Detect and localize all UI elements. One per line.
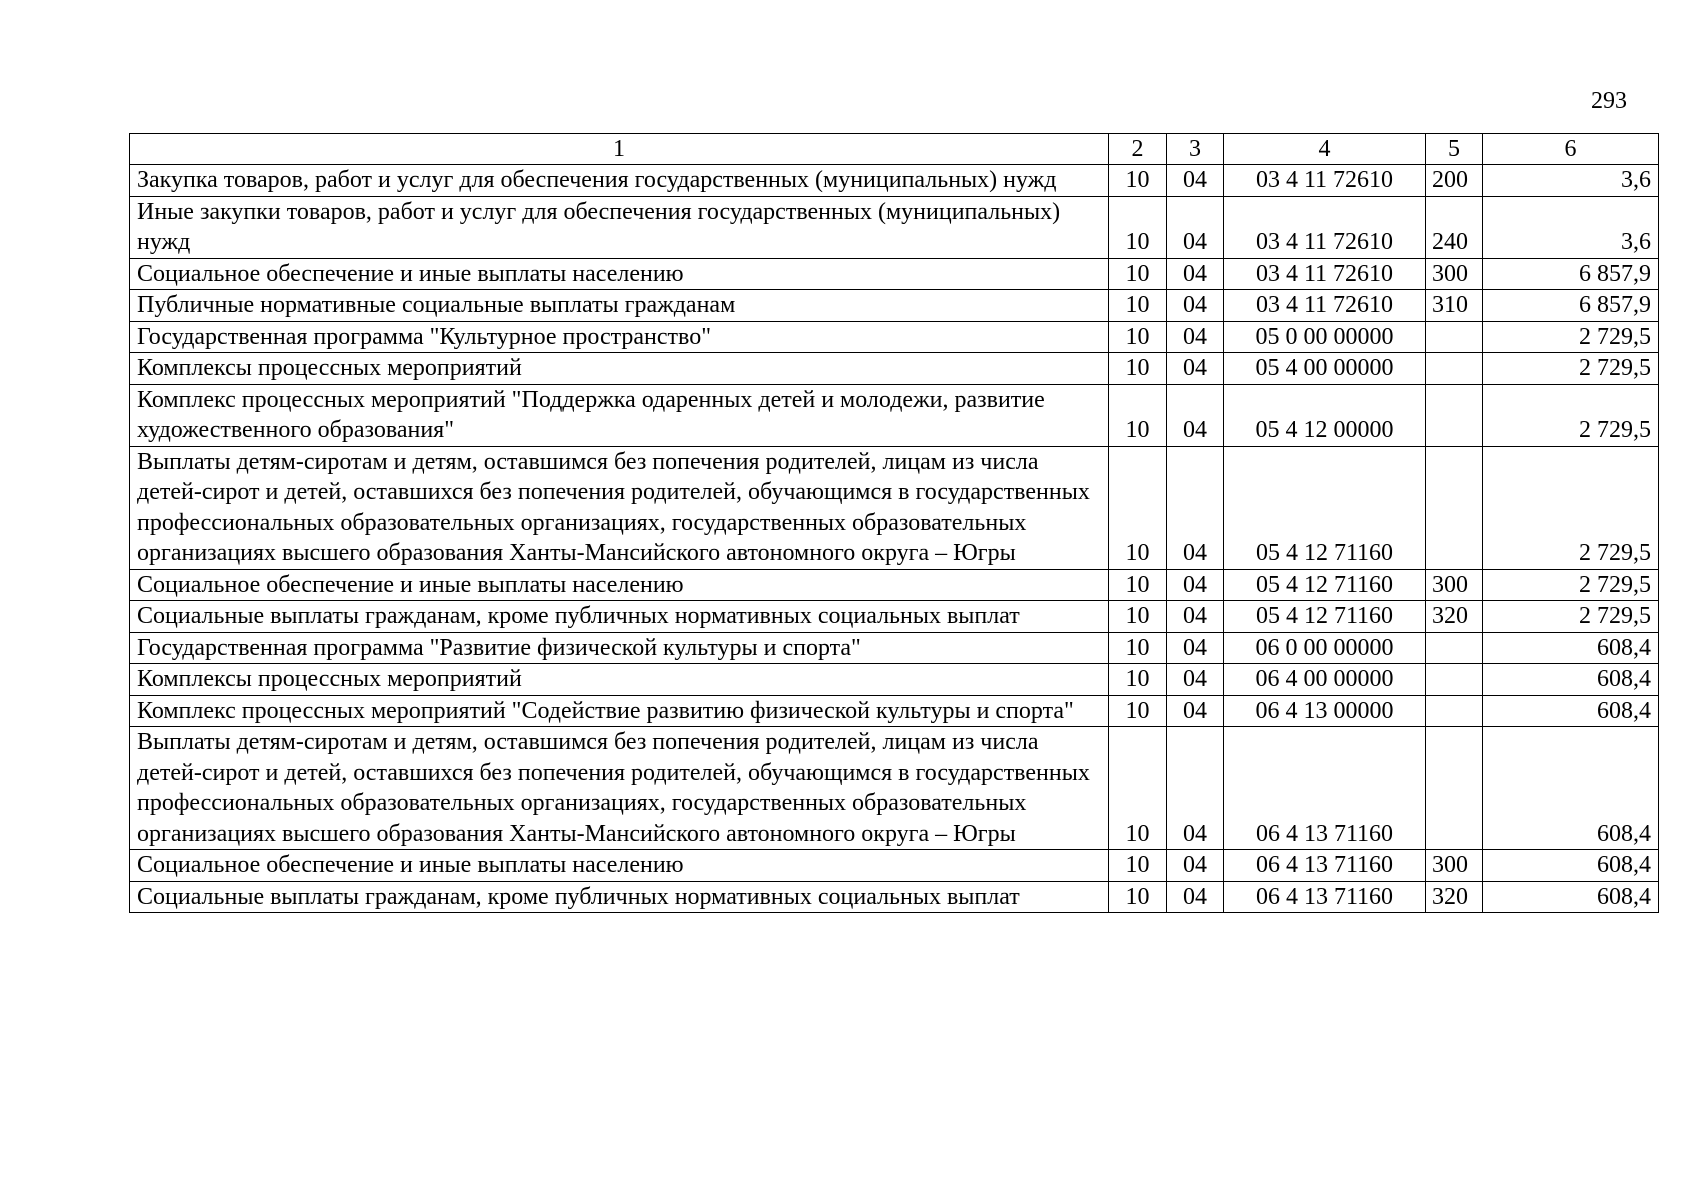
amount-cell: 608,4 (1483, 881, 1659, 913)
target-article-cell: 06 4 13 00000 (1224, 695, 1426, 727)
amount-cell: 608,4 (1483, 664, 1659, 696)
section-code-cell: 10 (1109, 384, 1167, 446)
subsection-code-cell: 04 (1167, 258, 1224, 290)
target-article-cell: 05 4 00 00000 (1224, 353, 1426, 385)
target-article-cell: 05 0 00 00000 (1224, 321, 1426, 353)
subsection-code-cell: 04 (1167, 165, 1224, 197)
row-name-cell: Социальное обеспечение и иные выплаты населению (130, 569, 1109, 601)
row-name-cell: Социальное обеспечение и иные выплаты населению (130, 850, 1109, 882)
row-name-cell: Публичные нормативные социальные выплаты гражданам (130, 290, 1109, 322)
table-row (130, 695, 1659, 727)
row-name-cell: Социальные выплаты гражданам, кроме публичных нормативных социальных выплат (130, 881, 1109, 913)
column-header-6: 6 (1483, 134, 1659, 165)
target-article-cell: 06 0 00 00000 (1224, 632, 1426, 664)
table-row (130, 353, 1659, 385)
column-header-4: 4 (1224, 134, 1426, 165)
column-header-1: 1 (130, 134, 1109, 165)
table-row (130, 601, 1659, 633)
amount-cell: 6 857,9 (1483, 290, 1659, 322)
expense-type-cell (1426, 664, 1483, 696)
expense-type-cell: 300 (1426, 258, 1483, 290)
target-article-cell: 06 4 00 00000 (1224, 664, 1426, 696)
section-code-cell: 10 (1109, 727, 1167, 850)
row-name-cell: Государственная программа "Культурное пространство" (130, 321, 1109, 353)
subsection-code-cell: 04 (1167, 632, 1224, 664)
expense-type-cell: 320 (1426, 881, 1483, 913)
target-article-cell: 06 4 13 71160 (1224, 850, 1426, 882)
expense-type-cell: 200 (1426, 165, 1483, 197)
expense-type-cell: 300 (1426, 569, 1483, 601)
column-header-5: 5 (1426, 134, 1483, 165)
amount-cell: 2 729,5 (1483, 353, 1659, 385)
row-name-cell: Комплекс процессных мероприятий "Поддержка одаренных детей и молодежи, развитие художественного образования" (130, 384, 1109, 446)
expense-type-cell (1426, 353, 1483, 385)
row-name-cell: Комплексы процессных мероприятий (130, 353, 1109, 385)
table-row (130, 727, 1659, 850)
section-code-cell: 10 (1109, 446, 1167, 569)
subsection-code-cell: 04 (1167, 569, 1224, 601)
section-code-cell: 10 (1109, 258, 1167, 290)
target-article-cell: 06 4 13 71160 (1224, 881, 1426, 913)
section-code-cell: 10 (1109, 353, 1167, 385)
row-name-cell: Комплекс процессных мероприятий "Содействие развитию физической культуры и спорта" (130, 695, 1109, 727)
column-header-2: 2 (1109, 134, 1167, 165)
section-code-cell: 10 (1109, 196, 1167, 258)
subsection-code-cell: 04 (1167, 727, 1224, 850)
amount-cell: 3,6 (1483, 165, 1659, 197)
subsection-code-cell: 04 (1167, 384, 1224, 446)
table-row (130, 446, 1659, 569)
section-code-cell: 10 (1109, 695, 1167, 727)
section-code-cell: 10 (1109, 569, 1167, 601)
table-row (130, 850, 1659, 882)
budget-table (129, 133, 1659, 913)
target-article-cell: 05 4 12 71160 (1224, 569, 1426, 601)
row-name-cell: Социальные выплаты гражданам, кроме публичных нормативных социальных выплат (130, 601, 1109, 633)
target-article-cell: 05 4 12 71160 (1224, 601, 1426, 633)
subsection-code-cell: 04 (1167, 695, 1224, 727)
amount-cell: 2 729,5 (1483, 569, 1659, 601)
table-row (130, 664, 1659, 696)
section-code-cell: 10 (1109, 601, 1167, 633)
row-name-cell: Комплексы процессных мероприятий (130, 664, 1109, 696)
table-row (130, 384, 1659, 446)
subsection-code-cell: 04 (1167, 664, 1224, 696)
amount-cell: 6 857,9 (1483, 258, 1659, 290)
amount-cell: 2 729,5 (1483, 446, 1659, 569)
section-code-cell: 10 (1109, 321, 1167, 353)
row-name-cell: Выплаты детям-сиротам и детям, оставшимся без попечения родителей, лицам из числа детей-сирот и детей, оставшихся без попечения родителей, обучающимся в государственных профессиональных образовательных организациях, государственных образовательных организациях высшего образования Ханты-Мансийского автономного округа – Югры (130, 446, 1109, 569)
subsection-code-cell: 04 (1167, 850, 1224, 882)
row-name-cell: Социальное обеспечение и иные выплаты населению (130, 258, 1109, 290)
target-article-cell: 03 4 11 72610 (1224, 165, 1426, 197)
expense-type-cell (1426, 632, 1483, 664)
target-article-cell: 03 4 11 72610 (1224, 290, 1426, 322)
amount-cell: 2 729,5 (1483, 601, 1659, 633)
expense-type-cell (1426, 384, 1483, 446)
table-row (130, 258, 1659, 290)
target-article-cell: 05 4 12 71160 (1224, 446, 1426, 569)
target-article-cell: 03 4 11 72610 (1224, 258, 1426, 290)
expense-type-cell: 300 (1426, 850, 1483, 882)
expense-type-cell: 310 (1426, 290, 1483, 322)
table-row (130, 290, 1659, 322)
target-article-cell: 06 4 13 71160 (1224, 727, 1426, 850)
subsection-code-cell: 04 (1167, 321, 1224, 353)
table-body (130, 165, 1659, 913)
amount-cell: 3,6 (1483, 196, 1659, 258)
subsection-code-cell: 04 (1167, 446, 1224, 569)
amount-cell: 608,4 (1483, 632, 1659, 664)
section-code-cell: 10 (1109, 881, 1167, 913)
table-row (130, 569, 1659, 601)
subsection-code-cell: 04 (1167, 881, 1224, 913)
table-header (130, 134, 1659, 165)
table-row (130, 321, 1659, 353)
amount-cell: 608,4 (1483, 695, 1659, 727)
amount-cell: 2 729,5 (1483, 321, 1659, 353)
amount-cell: 2 729,5 (1483, 384, 1659, 446)
table-row (130, 196, 1659, 258)
expense-type-cell (1426, 727, 1483, 850)
subsection-code-cell: 04 (1167, 290, 1224, 322)
subsection-code-cell: 04 (1167, 601, 1224, 633)
expense-type-cell: 240 (1426, 196, 1483, 258)
section-code-cell: 10 (1109, 165, 1167, 197)
table-row (130, 632, 1659, 664)
table-row (130, 881, 1659, 913)
amount-cell: 608,4 (1483, 850, 1659, 882)
header-row (130, 134, 1659, 165)
expense-type-cell (1426, 321, 1483, 353)
target-article-cell: 05 4 12 00000 (1224, 384, 1426, 446)
expense-type-cell (1426, 446, 1483, 569)
section-code-cell: 10 (1109, 290, 1167, 322)
section-code-cell: 10 (1109, 850, 1167, 882)
page-number: 293 (1591, 88, 1627, 114)
column-header-3: 3 (1167, 134, 1224, 165)
subsection-code-cell: 04 (1167, 196, 1224, 258)
target-article-cell: 03 4 11 72610 (1224, 196, 1426, 258)
table-row (130, 165, 1659, 197)
row-name-cell: Выплаты детям-сиротам и детям, оставшимся без попечения родителей, лицам из числа детей-сирот и детей, оставшихся без попечения родителей, обучающимся в государственных профессиональных образовательных организациях, государственных образовательных организациях высшего образования Ханты-Мансийского автономного округа – Югры (130, 727, 1109, 850)
expense-type-cell (1426, 695, 1483, 727)
row-name-cell: Закупка товаров, работ и услуг для обеспечения государственных (муниципальных) нужд (130, 165, 1109, 197)
row-name-cell: Иные закупки товаров, работ и услуг для обеспечения государственных (муниципальных) нужд (130, 196, 1109, 258)
row-name-cell: Государственная программа "Развитие физической культуры и спорта" (130, 632, 1109, 664)
subsection-code-cell: 04 (1167, 353, 1224, 385)
amount-cell: 608,4 (1483, 727, 1659, 850)
expense-type-cell: 320 (1426, 601, 1483, 633)
section-code-cell: 10 (1109, 664, 1167, 696)
section-code-cell: 10 (1109, 632, 1167, 664)
